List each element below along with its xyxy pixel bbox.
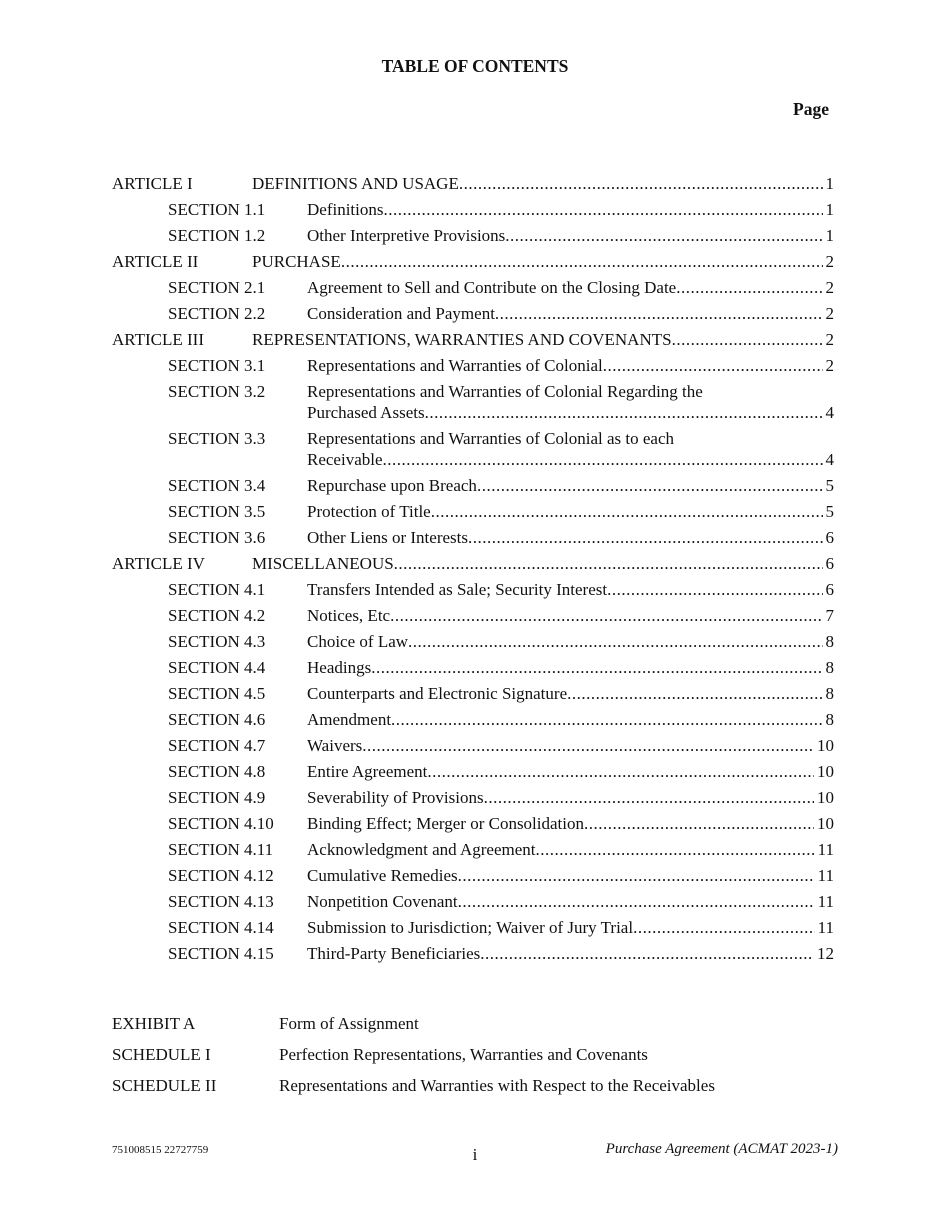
toc-page: 11: [817, 866, 834, 885]
leader-dots: [495, 301, 823, 327]
toc-title: Choice of Law: [307, 632, 409, 651]
toc-page: 1: [825, 200, 834, 219]
toc-page: 10: [817, 736, 834, 755]
page-column-label: Page: [793, 99, 829, 119]
toc-number: SECTION 4.14: [168, 918, 274, 937]
toc-section-2-2[interactable]: [112, 301, 834, 327]
toc-page: 7: [825, 606, 834, 625]
toc-page: 10: [817, 814, 834, 833]
leader-dots: [676, 275, 822, 301]
toc-number: SECTION 4.13: [168, 892, 274, 911]
toc-page: 5: [825, 476, 834, 495]
toc-title: Cumulative Remedies: [307, 866, 458, 885]
footer-page-number: i: [472, 1145, 478, 1164]
toc-number: SECTION 4.4: [168, 658, 266, 677]
toc-section-3-2[interactable]: [112, 379, 834, 426]
toc-page: 1: [825, 174, 834, 193]
toc-title: Definitions: [307, 200, 384, 219]
leader-dots: [484, 785, 814, 811]
leader-dots: [384, 197, 823, 223]
toc-number: SECTION 3.2: [168, 382, 266, 401]
toc-section-4-13[interactable]: [112, 889, 834, 915]
toc-page: 6: [825, 528, 834, 547]
toc-section-4-14[interactable]: [112, 915, 834, 941]
toc-number: SECTION 4.15: [168, 944, 274, 963]
toc-title: Amendment: [307, 710, 392, 729]
toc-section-3-5[interactable]: [112, 499, 834, 525]
toc-page: 8: [825, 684, 834, 703]
leader-dots: [394, 551, 823, 577]
page-title: TABLE OF CONTENTS: [381, 56, 569, 76]
annex-number: EXHIBIT A: [112, 1014, 196, 1033]
toc-section-3-4[interactable]: [112, 473, 834, 499]
toc-number: SECTION 4.1: [168, 580, 266, 599]
toc-title: Waivers: [307, 736, 363, 755]
toc-number: SECTION 3.4: [168, 476, 266, 495]
toc-page: 11: [817, 840, 834, 859]
footer-document-id: 751008515 22727759: [112, 1144, 209, 1156]
toc-number: SECTION 4.6: [168, 710, 266, 729]
annex-title: Representations and Warranties with Respect to the Receivables: [279, 1076, 715, 1095]
leader-dots: [505, 223, 822, 249]
toc-section-4-9[interactable]: [112, 785, 834, 811]
toc-number: SECTION 4.11: [168, 840, 274, 859]
toc-page: 11: [817, 918, 834, 937]
toc-title: Representations and Warranties of Colonial: [307, 356, 603, 375]
footer-document-name: Purchase Agreement (ACMAT 2023-1): [605, 1141, 838, 1157]
toc-title: MISCELLANEOUS: [252, 554, 394, 573]
toc-title: Headings: [307, 658, 372, 677]
leader-dots: [480, 941, 814, 967]
toc-section-3-3[interactable]: [112, 426, 834, 473]
toc-page: 2: [825, 304, 834, 323]
toc-number: SECTION 1.2: [168, 226, 266, 245]
toc-title: Nonpetition Covenant: [307, 892, 458, 911]
toc-page: 8: [825, 710, 834, 729]
toc-number: ARTICLE II: [112, 252, 199, 271]
toc-number: SECTION 4.7: [168, 736, 266, 755]
leader-dots: [567, 681, 822, 707]
toc-section-4-15[interactable]: [112, 941, 834, 967]
toc-number: SECTION 2.1: [168, 278, 266, 297]
toc-number: SECTION 4.12: [168, 866, 274, 885]
toc-page: 10: [817, 762, 834, 781]
toc-page: 2: [825, 330, 834, 349]
toc-title: Third-Party Beneficiaries: [307, 944, 481, 963]
leader-dots: [458, 863, 815, 889]
toc-page: 5: [825, 502, 834, 521]
toc-section-4-8[interactable]: [112, 759, 834, 785]
toc-title: Agreement to Sell and Contribute on the Closing Date: [307, 278, 677, 297]
leader-dots: [408, 629, 822, 655]
toc-section-4-3[interactable]: [112, 629, 834, 655]
toc-title: REPRESENTATIONS, WARRANTIES AND COVENANTS: [252, 330, 672, 349]
toc-title: Counterparts and Electronic Signature: [307, 684, 568, 703]
toc-section-4-2[interactable]: [112, 603, 834, 629]
leader-dots: [459, 171, 823, 197]
leader-dots: [584, 811, 814, 837]
toc-title: Entire Agreement: [307, 762, 428, 781]
toc-number: SECTION 3.1: [168, 356, 266, 375]
toc-number: SECTION 4.10: [168, 814, 274, 833]
toc-number: ARTICLE IV: [112, 554, 205, 573]
toc-article-4[interactable]: [112, 551, 834, 577]
toc-section-1-2[interactable]: [112, 223, 834, 249]
annex-title: Perfection Representations, Warranties and Covenants: [279, 1045, 648, 1064]
leader-dots: [383, 447, 823, 473]
toc-page: 6: [825, 580, 834, 599]
toc-number: SECTION 4.5: [168, 684, 266, 703]
toc-section-2-1[interactable]: [112, 275, 834, 301]
leader-dots: [672, 327, 823, 353]
leader-dots: [633, 915, 815, 941]
toc-page: 8: [825, 658, 834, 677]
toc-page: 2: [825, 252, 834, 271]
toc-title: Acknowledgment and Agreement: [307, 840, 536, 859]
toc-title: Other Interpretive Provisions: [307, 226, 506, 245]
leader-dots: [431, 499, 823, 525]
toc-title: Binding Effect; Merger or Consolidation: [307, 814, 584, 833]
leader-dots: [603, 353, 823, 379]
toc-number: SECTION 3.6: [168, 528, 266, 547]
toc-section-4-1[interactable]: [112, 577, 834, 603]
leader-dots: [607, 577, 822, 603]
leader-dots: [468, 525, 823, 551]
annex-number: SCHEDULE II: [112, 1076, 217, 1095]
toc-section-4-11[interactable]: [112, 837, 834, 863]
toc-article-2[interactable]: [112, 249, 834, 275]
toc-title: Notices, Etc: [307, 606, 391, 625]
leader-dots: [536, 837, 815, 863]
toc-page: 1: [825, 226, 834, 245]
leader-dots: [362, 733, 814, 759]
toc-section-4-4[interactable]: [112, 655, 834, 681]
toc-article-3[interactable]: [112, 327, 834, 353]
leader-dots: [425, 400, 823, 426]
leader-dots: [341, 249, 823, 275]
toc-section-1-1[interactable]: [112, 197, 834, 223]
toc-number: SECTION 4.8: [168, 762, 266, 781]
annex-title: Form of Assignment: [279, 1014, 419, 1033]
toc-number: ARTICLE III: [112, 330, 204, 349]
toc-title: PURCHASE: [252, 252, 341, 271]
toc-section-4-6[interactable]: [112, 707, 834, 733]
leader-dots: [390, 603, 822, 629]
toc-title: Protection of Title: [307, 502, 431, 521]
toc-page: 11: [817, 892, 834, 911]
toc-number: SECTION 2.2: [168, 304, 266, 323]
toc-section-4-12[interactable]: [112, 863, 834, 889]
toc-page: 2: [825, 278, 834, 297]
toc-title: Purchased Assets: [307, 403, 425, 422]
toc-number: SECTION 3.3: [168, 429, 266, 448]
toc-page: 6: [825, 554, 834, 573]
toc-title: Consideration and Payment: [307, 304, 495, 323]
toc-title: Other Liens or Interests: [307, 528, 468, 547]
toc-section-4-10[interactable]: [112, 811, 834, 837]
toc-page: 4: [825, 403, 834, 422]
leader-dots: [391, 707, 822, 733]
toc-title: Submission to Jurisdiction; Waiver of Jury Trial: [307, 918, 634, 937]
toc-section-3-1[interactable]: [112, 353, 834, 379]
table-of-contents: [112, 171, 834, 967]
toc-number: SECTION 4.9: [168, 788, 266, 807]
toc-title: Receivable: [307, 450, 383, 469]
toc-page: 12: [817, 944, 834, 963]
toc-title: Transfers Intended as Sale; Security Interest: [307, 580, 608, 599]
leader-dots: [427, 759, 814, 785]
toc-title: Repurchase upon Breach: [307, 476, 477, 495]
annex-number: SCHEDULE I: [112, 1045, 211, 1064]
toc-title: Severability of Provisions: [307, 788, 484, 807]
toc-number: SECTION 4.2: [168, 606, 266, 625]
toc-article-1[interactable]: [112, 171, 834, 197]
toc-number: SECTION 3.5: [168, 502, 266, 521]
toc-page: 4: [825, 450, 834, 469]
toc-section-3-6[interactable]: [112, 525, 834, 551]
toc-title-line1: Representations and Warranties of Colonial Regarding the: [307, 382, 703, 401]
toc-section-4-7[interactable]: [112, 733, 834, 759]
toc-number: SECTION 4.3: [168, 632, 266, 651]
toc-number: SECTION 1.1: [168, 200, 266, 219]
leader-dots: [458, 889, 815, 915]
toc-title: DEFINITIONS AND USAGE: [252, 174, 459, 193]
toc-page: 8: [825, 632, 834, 651]
toc-section-4-5[interactable]: [112, 681, 834, 707]
toc-title-line1: Representations and Warranties of Colonial as to each: [307, 429, 675, 448]
toc-page: 10: [817, 788, 834, 807]
toc-page: 2: [825, 356, 834, 375]
toc-number: ARTICLE I: [112, 174, 193, 193]
leader-dots: [477, 473, 823, 499]
leader-dots: [371, 655, 822, 681]
